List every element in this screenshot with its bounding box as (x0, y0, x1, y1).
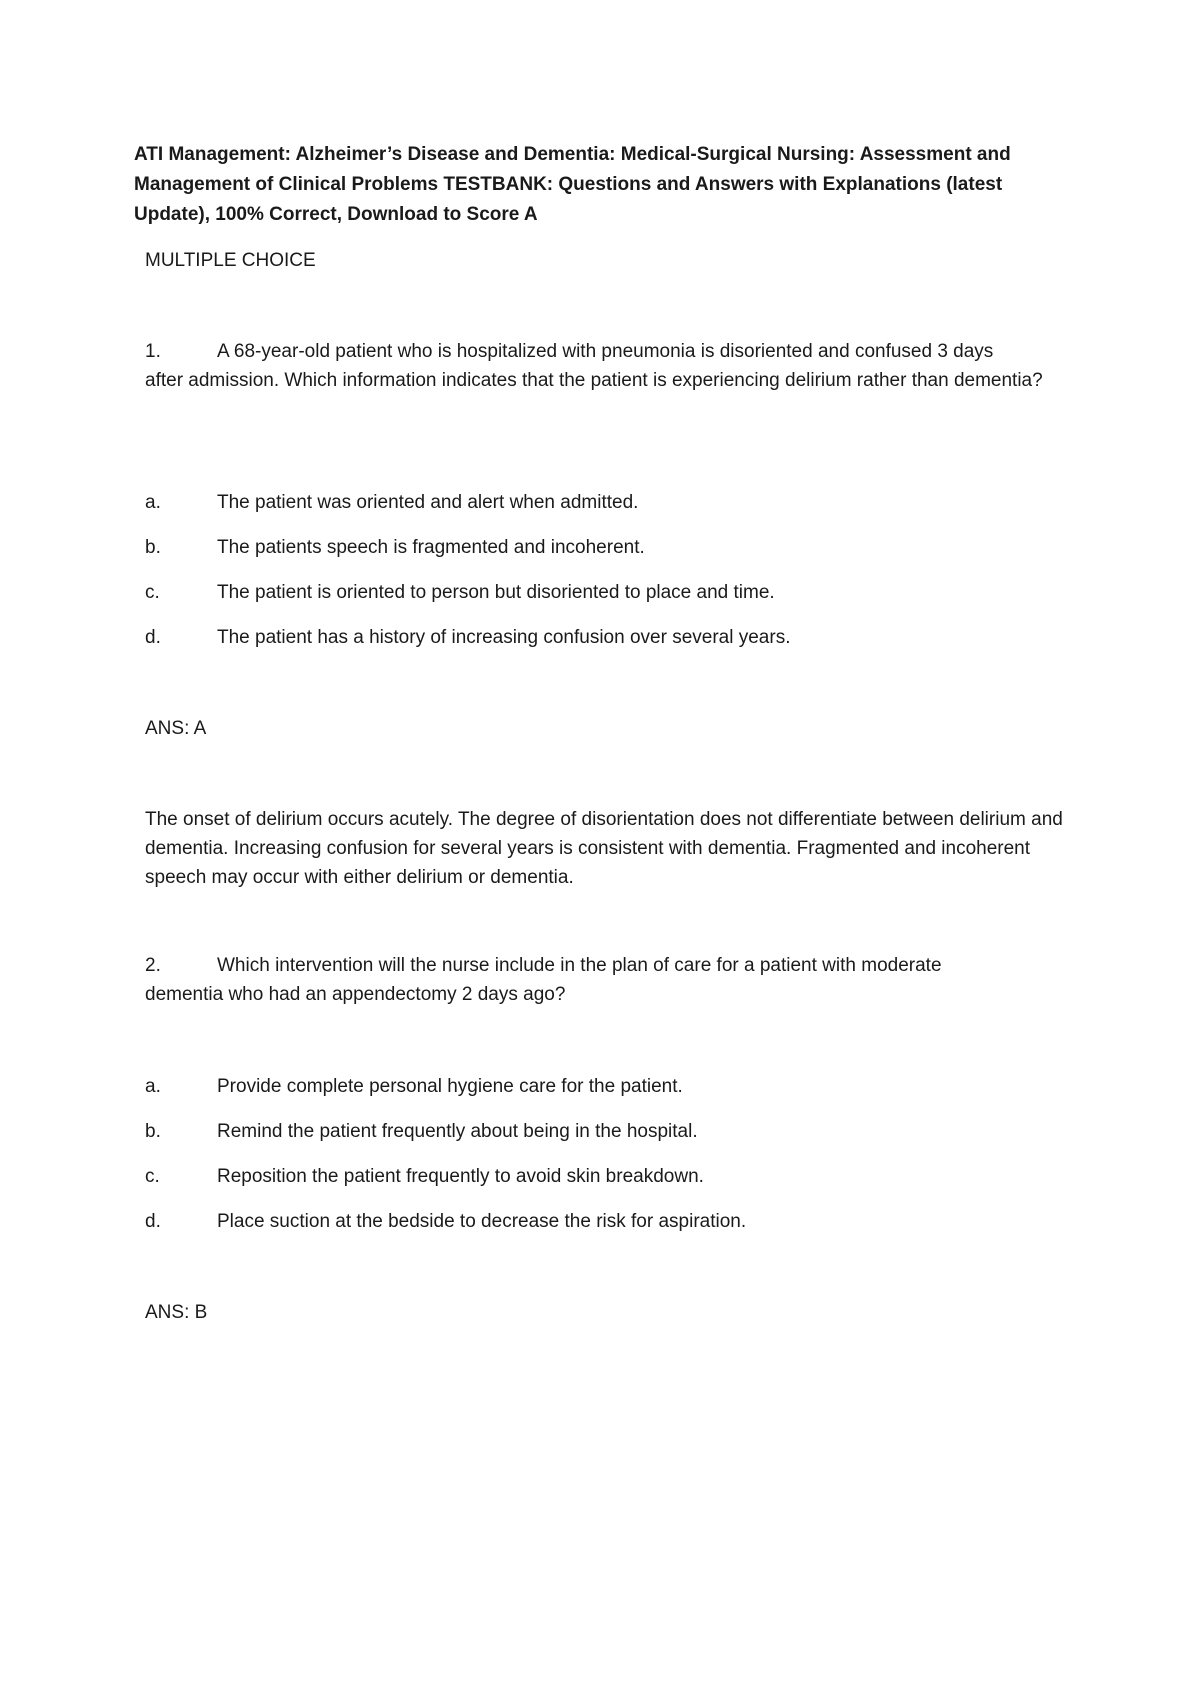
option-a (145, 488, 638, 517)
document-title: ATI Management: Alzheimer’s Disease and Dementia: Medical-Surgical Nursing: Assessment and Management of Clinical Problems TESTBANK: Questions and Answers with Explanations (latest Update), 100% Correct, Download to Score A (134, 144, 1011, 225)
question-stem-rest: after admission. Which information indicates that the patient is experiencing delirium rather than dementia? (145, 370, 1043, 391)
option-text: Remind the patient frequently about being in the hospital. (217, 1121, 698, 1142)
option-letter: d. (145, 627, 161, 648)
option-c (145, 578, 775, 607)
question-number: 1. (145, 341, 161, 362)
option-text: The patient has a history of increasing confusion over several years. (217, 627, 791, 648)
question-stem-rest: dementia who had an appendectomy 2 days ago? (145, 984, 566, 1005)
question-stem-line (145, 951, 942, 980)
option-letter: b. (145, 1121, 161, 1142)
question-stem-line (145, 337, 993, 366)
option-c (145, 1162, 704, 1191)
option-letter: d. (145, 1211, 161, 1232)
option-d (145, 623, 790, 652)
option-b (145, 533, 645, 562)
option-letter: a. (145, 1076, 161, 1097)
option-text: Provide complete personal hygiene care for the patient. (217, 1076, 683, 1097)
question-number: 2. (145, 955, 161, 976)
option-text: The patients speech is fragmented and incoherent. (217, 537, 645, 558)
option-text: The patient is oriented to person but disoriented to place and time. (217, 582, 775, 603)
rationale: The onset of delirium occurs acutely. The degree of disorientation does not differentiate between delirium and dementia. Increasing confusion for several years is consistent with dementia. Fragmented and incoherent speech may occur with either delirium or dementia. (145, 809, 1063, 888)
option-b (145, 1117, 698, 1146)
option-letter: a. (145, 492, 161, 513)
answer-label: ANS: B (145, 1302, 208, 1323)
section-label: MULTIPLE CHOICE (145, 250, 316, 271)
option-text: The patient was oriented and alert when admitted. (217, 492, 639, 513)
option-a (145, 1072, 683, 1101)
option-text: Reposition the patient frequently to avoid skin breakdown. (217, 1166, 704, 1187)
option-letter: b. (145, 537, 161, 558)
answer-label: ANS: A (145, 718, 207, 739)
option-d (145, 1207, 746, 1236)
option-letter: c. (145, 582, 160, 603)
option-text: Place suction at the bedside to decrease the risk for aspiration. (217, 1211, 747, 1232)
question-stem-first: A 68-year-old patient who is hospitalized with pneumonia is disoriented and confused 3 days (217, 341, 994, 362)
option-letter: c. (145, 1166, 160, 1187)
question-stem-first: Which intervention will the nurse include in the plan of care for a patient with moderate (217, 955, 942, 976)
